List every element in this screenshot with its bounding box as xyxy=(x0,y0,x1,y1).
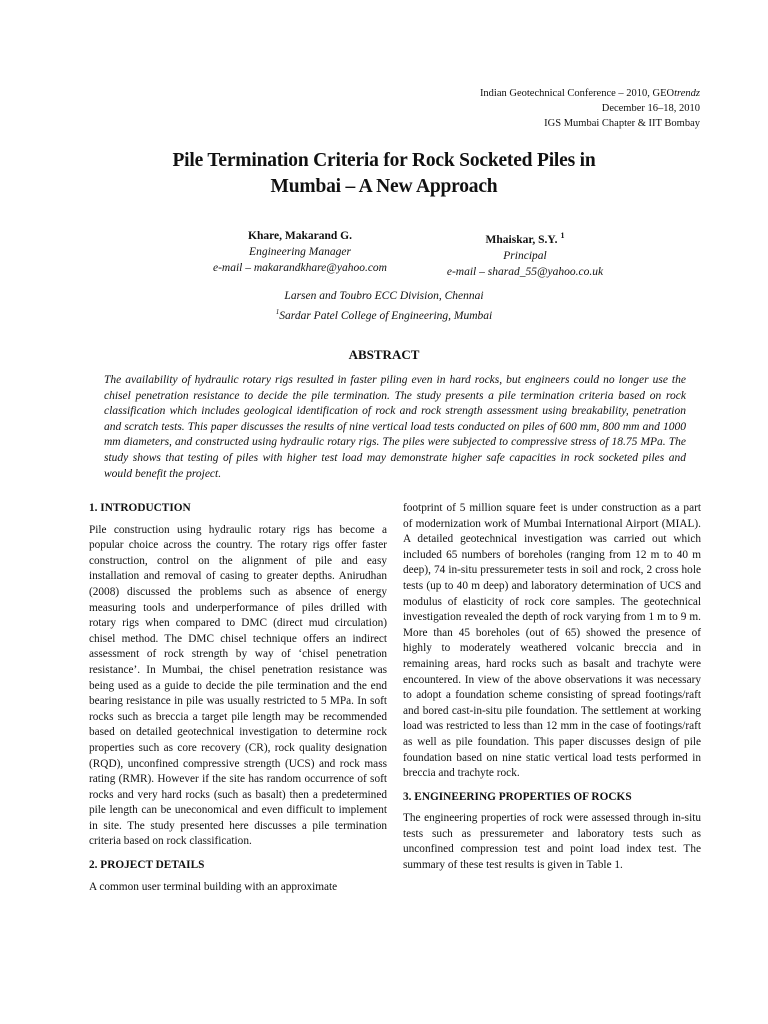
author-email: e-mail – makarandkhare@yahoo.com xyxy=(213,262,387,274)
project-details-text-continued: footprint of 5 million square feet is under construction as a part of modernization work of Mumbai International Airport (MIAL). A detailed geotechnical investigation was carried out which included 65 numbers of boreholes (ranging from 12 m to 40 m deep), 74 in-situ pressuremeter tests in soil and rock, 2 cross hole tests (up to 40 m deep) and laboratory determination of UCS and modulus of elasticity of rock core samples. The geotechnical investigation revealed the depth of rock varying from 1 m to 9 m. More than 45 boreholes (out of 65) showed the presence of highly to moderately weathered volcanic breccia and in remaining areas, hard rocks such as basalt and trachyte were encountered. In view of the above observations it was necessary to adopt a foundation scheme consisting of spread footings/raft and bored cast-in-situ pile foundation. The settlement at working load was restricted to less than 12 mm in the case of footings/raft as well as pile foundation. This paper discusses design of pile foundation based on nine static vertical load tests performed in breccia and trachyte rock. xyxy=(403,502,701,780)
project-details-text-start: A common user terminal building with an approximate xyxy=(89,880,338,893)
section-heading-introduction: 1. INTRODUCTION xyxy=(89,502,191,514)
conference-dates: December 16–18, 2010 xyxy=(601,103,700,114)
title-line-2: Mumbai – A New Approach xyxy=(270,176,498,197)
abstract-text: The availability of hydraulic rotary rigs resulted in faster piling even in hard rocks, but engineers could no longer use the chisel penetration resistance to decide the pile termination. The study presents a pile termination criteria based on rock classification which includes geological identification of rock and rock strength assessment using breakability, penetration and scratch tests. This paper discusses the results of nine vertical load tests conducted on piles of 600 mm, 800 mm and 1000 mm diameters, and constructed using hydraulic rotary rigs. The piles were subjected to compressive stress of 18.75 MPa. The study shows that testing of piles with higher test load may demonstrate higher safe capacities in rock socketed piles and would benefit the project. xyxy=(104,374,686,480)
affiliation-1: Larsen and Toubro ECC Division, Chennai xyxy=(284,290,484,302)
author-superscript: 1 xyxy=(560,231,565,240)
author-name: Mhaiskar, S.Y. xyxy=(485,233,561,246)
affiliation-superscript: 1 xyxy=(275,308,280,316)
author-role: Engineering Manager xyxy=(249,246,351,258)
introduction-text: Pile construction using hydraulic rotary rigs has become a popular choice across the country. The rotary rigs offer faster construction, control on the alignment of pile and easy installation and removal of casing to greater depths. Anirudhan (2008) discussed the problems such as absence of energy measuring tools and underperformance of piles drilled with rotary rigs when compared to DMC (direct mud circulation) chisel method. The DMC chisel technique offers an indirect assessment of rock strength by way of ‘chisel penetration resistance’. In Mumbai, the chisel penetration resistance was being used as a guide to decide the pile termination and the end bearing resistance in pile was usually restricted to 5 MPa. In soft rocks such as breccia a target pile length may be recommended based on detailed geotechnical investigation to determine rock properties such as core recovery (CR), rock quality designation (RQD), unconfined compressive strength (UCS) and rock mass rating (RMR). However if the site has random occurrence of soft rocks and very hard rocks (such as basalt) then a predetermined pile length can be uneconomical and even difficult to implement in site. The study presented here discusses a pile termination criteria based on rock classification. xyxy=(89,523,387,848)
author-1 xyxy=(170,228,430,276)
affiliation-2-line xyxy=(0,304,768,324)
title-line-1: Pile Termination Criteria for Rock Socketed Piles in xyxy=(172,150,596,171)
affiliations xyxy=(0,288,768,324)
right-column xyxy=(403,501,701,882)
section-heading-project-details: 2. PROJECT DETAILS xyxy=(89,859,205,872)
conference-name: Indian Geotechnical Conference – 2010, GEO xyxy=(479,88,675,99)
author-name: Khare, Makarand G. xyxy=(248,230,352,242)
conference-header xyxy=(480,86,700,131)
author-role: Principal xyxy=(503,249,547,262)
abstract-heading: ABSTRACT xyxy=(348,347,420,362)
author-email: e-mail – sharad_55@yahoo.co.uk xyxy=(446,265,604,278)
affiliation-2: Sardar Patel College of Engineering, Mumbai xyxy=(279,309,493,322)
conference-host: IGS Mumbai Chapter & IIT Bombay xyxy=(544,118,700,129)
author-2 xyxy=(400,228,650,280)
section-heading-rock-properties: 3. ENGINEERING PROPERTIES OF ROCKS xyxy=(403,790,632,803)
paper-title xyxy=(0,148,768,200)
left-column xyxy=(89,501,387,903)
conference-line-1 xyxy=(480,86,700,101)
conference-trendz: trendz xyxy=(674,88,700,99)
rock-properties-text: The engineering properties of rock were assessed through in-situ tests such as pressuremeter and laboratory tests such as unconfined compression test and point load index test. The summary of these test results is given in Table 1. xyxy=(403,812,701,872)
author-name-line xyxy=(400,228,650,248)
